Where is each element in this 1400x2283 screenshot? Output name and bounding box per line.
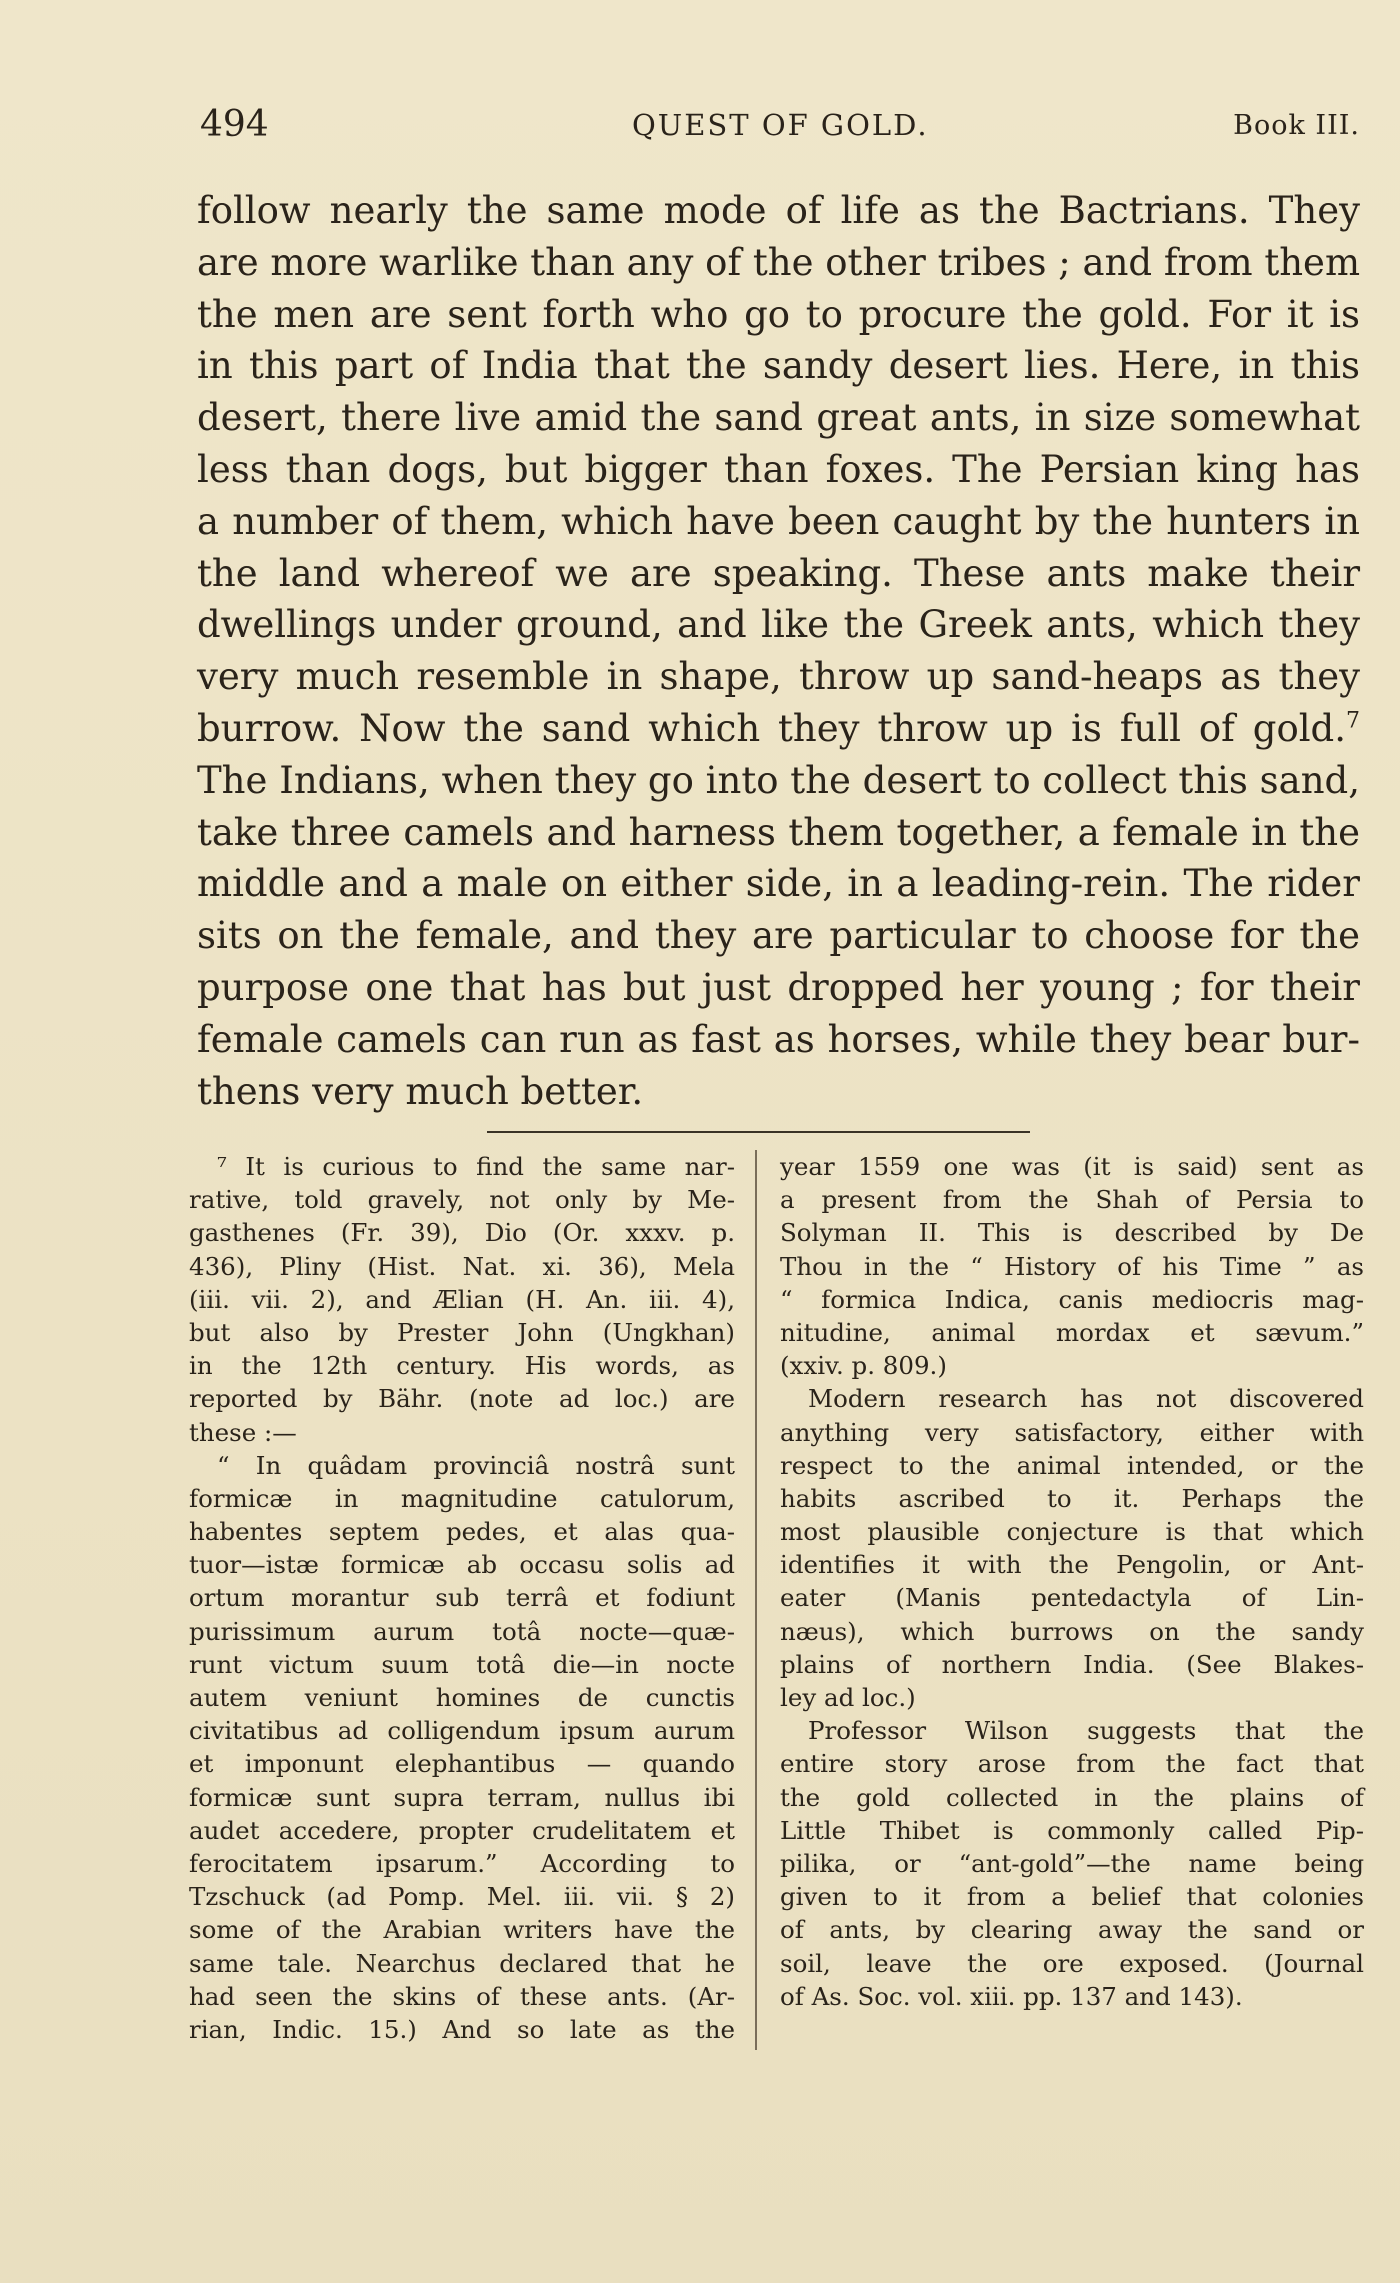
footnote-line: ferocitatem ipsarum.” According to bbox=[189, 1848, 735, 1878]
text-line: a number of them, which have been caught by the hunters in bbox=[197, 499, 1360, 543]
footnote-line: 436), Pliny (Hist. Nat. xi. 36), Mela bbox=[189, 1251, 735, 1281]
footnote-line: eater (Manis pentedactyla of Lin- bbox=[780, 1583, 1364, 1613]
text-line: follow nearly the same mode of life as the Bactrians. They bbox=[197, 189, 1360, 232]
text-line: thens very much better. bbox=[197, 1069, 644, 1113]
footnote-line: same tale. Nearchus declared that he bbox=[189, 1948, 735, 1978]
footnote-line: pilika, or “ant-gold”—the name being bbox=[780, 1848, 1364, 1878]
footnote-line: habits ascribed to it. Perhaps the bbox=[780, 1483, 1364, 1513]
footnote-line: Thou in the “ History of his Time ” as bbox=[780, 1251, 1364, 1281]
footnote-reference: 7 bbox=[1346, 708, 1360, 734]
footnote-line: entire story arose from the fact that bbox=[780, 1749, 1364, 1779]
footnote-line: the gold collected in the plains of bbox=[780, 1782, 1364, 1812]
footnote-line: næus), which burrows on the sandy bbox=[780, 1616, 1364, 1646]
footnote-line: ⁷ It is curious to find the same nar- bbox=[217, 1152, 735, 1181]
footnote-line: et imponunt elephantibus — quando bbox=[189, 1749, 735, 1779]
text-line: female camels can run as fast as horses, while they bear bur- bbox=[197, 1017, 1360, 1061]
footnote-line: Professor Wilson suggests that the bbox=[808, 1716, 1364, 1746]
footnote-line: tuor—istæ formicæ ab occasu solis ad bbox=[189, 1550, 735, 1580]
footnote-line: year 1559 one was (it is said) sent as bbox=[780, 1152, 1364, 1181]
text-line: desert, there live amid the sand great ants, in size somewhat bbox=[197, 396, 1360, 440]
footnote-line: anything very satisfactory, either with bbox=[780, 1417, 1364, 1447]
text-line: less than dogs, but bigger than foxes. The Persian king has bbox=[197, 447, 1360, 491]
footnote-line: formicæ in magnitudine catulorum, bbox=[189, 1483, 735, 1513]
text-line: middle and a male on either side, in a leading-rein. The rider bbox=[197, 862, 1360, 906]
footnote-line: “ formica Indica, canis mediocris mag- bbox=[780, 1284, 1364, 1314]
footnote-line: habentes septem pedes, et alas qua- bbox=[189, 1517, 735, 1547]
text-line: the land whereof we are speaking. These ants make their bbox=[197, 551, 1360, 595]
footnote-line: ortum morantur sub terrâ et fodiunt bbox=[189, 1583, 735, 1613]
footnote-line: Little Thibet is commonly called Pip- bbox=[780, 1815, 1364, 1845]
footnote-line: (iii. vii. 2), and Ælian (H. An. iii. 4), bbox=[189, 1284, 735, 1314]
text-line: The Indians, when they go into the desert to collect this sand, bbox=[197, 758, 1360, 802]
text-line: in this part of India that the sandy desert lies. Here, in this bbox=[197, 344, 1360, 388]
footnote-line: in the 12th century. His words, as bbox=[189, 1351, 735, 1381]
footnote-line: respect to the animal intended, or the bbox=[780, 1450, 1364, 1480]
footnote-line: runt victum suum totâ die—in nocte bbox=[189, 1649, 735, 1679]
footnote-line: identifies it with the Pengolin, or Ant- bbox=[780, 1550, 1364, 1580]
footnote-line: purissimum aurum totâ nocte—quæ- bbox=[189, 1616, 735, 1646]
footnote-line: given to it from a belief that colonies bbox=[780, 1882, 1364, 1912]
footnote-column-divider bbox=[755, 1150, 757, 2050]
text-line: are more warlike than any of the other tribes ; and from them bbox=[197, 240, 1361, 284]
text-line: the men are sent forth who go to procure the gold. For it is bbox=[197, 292, 1360, 336]
footnote-line: some of the Arabian writers have the bbox=[189, 1915, 735, 1945]
page-number: 494 bbox=[200, 104, 269, 145]
footnote-line: ley ad loc.) bbox=[780, 1683, 916, 1712]
footnote-line: rian, Indic. 15.) And so late as the bbox=[189, 2014, 735, 2044]
footnote-line: plains of northern India. (See Blakes- bbox=[780, 1649, 1364, 1679]
footnote-line: Modern research has not discovered bbox=[808, 1384, 1364, 1414]
text-line: sits on the female, and they are particular to choose for the bbox=[197, 914, 1360, 958]
footnote-line: gasthenes (Fr. 39), Dio (Or. xxxv. p. bbox=[189, 1218, 735, 1248]
footnote-line: civitatibus ad colligendum ipsum aurum bbox=[189, 1716, 735, 1746]
text-line: burrow. Now the sand which they throw up is full of gold. bbox=[197, 706, 1346, 750]
text-line: very much resemble in shape, throw up sand-heaps as they bbox=[197, 655, 1360, 699]
footnote-line: (xxiv. p. 809.) bbox=[780, 1351, 947, 1381]
footnote-separator-rule bbox=[487, 1131, 1030, 1133]
footnote-line: but also by Prester John (Ungkhan) bbox=[189, 1317, 735, 1347]
footnote-column-left bbox=[189, 1150, 735, 2046]
footnote-line: Solyman II. This is described by De bbox=[780, 1218, 1364, 1248]
running-head bbox=[200, 104, 1360, 154]
footnote-line: nitudine, animal mordax et sævum.” bbox=[780, 1317, 1364, 1347]
footnote-line: of ants, by clearing away the sand or bbox=[780, 1915, 1364, 1945]
text-line: take three camels and harness them together, a female in the bbox=[197, 810, 1360, 854]
footnote-line: had seen the skins of these ants. (Ar- bbox=[189, 1981, 735, 2011]
footnote-line: Tzschuck (ad Pomp. Mel. iii. vii. § 2) bbox=[189, 1882, 735, 1912]
footnote-line: most plausible conjecture is that which bbox=[780, 1517, 1364, 1547]
text-line: purpose one that has but just dropped her young ; for their bbox=[197, 965, 1360, 1009]
footnote-line: audet accedere, propter crudelitatem et bbox=[189, 1815, 735, 1845]
footnote-line: formicæ sunt supra terram, nullus ibi bbox=[189, 1782, 735, 1812]
main-text bbox=[197, 185, 1360, 1117]
book-label: Book III. bbox=[1233, 110, 1360, 141]
footnote-line: of As. Soc. vol. xiii. pp. 137 and 143). bbox=[780, 1981, 1243, 2011]
footnote-line: “ In quâdam provinciâ nostrâ sunt bbox=[217, 1450, 735, 1480]
footnote-line: autem veniunt homines de cunctis bbox=[189, 1683, 735, 1712]
footnote-line: reported by Bähr. (note ad loc.) are bbox=[189, 1384, 735, 1414]
footnote-line: these :— bbox=[189, 1417, 297, 1447]
footnote-line: a present from the Shah of Persia to bbox=[780, 1185, 1364, 1215]
footnote-line: soil, leave the ore exposed. (Journal bbox=[780, 1948, 1364, 1978]
running-title: QUEST OF GOLD. bbox=[632, 108, 929, 142]
footnote-column-right bbox=[780, 1150, 1364, 2013]
footnote-line: rative, told gravely, not only by Me- bbox=[189, 1185, 735, 1215]
text-line: dwellings under ground, and like the Greek ants, which they bbox=[197, 603, 1360, 647]
text-line-with-footnote-ref bbox=[197, 703, 1360, 755]
